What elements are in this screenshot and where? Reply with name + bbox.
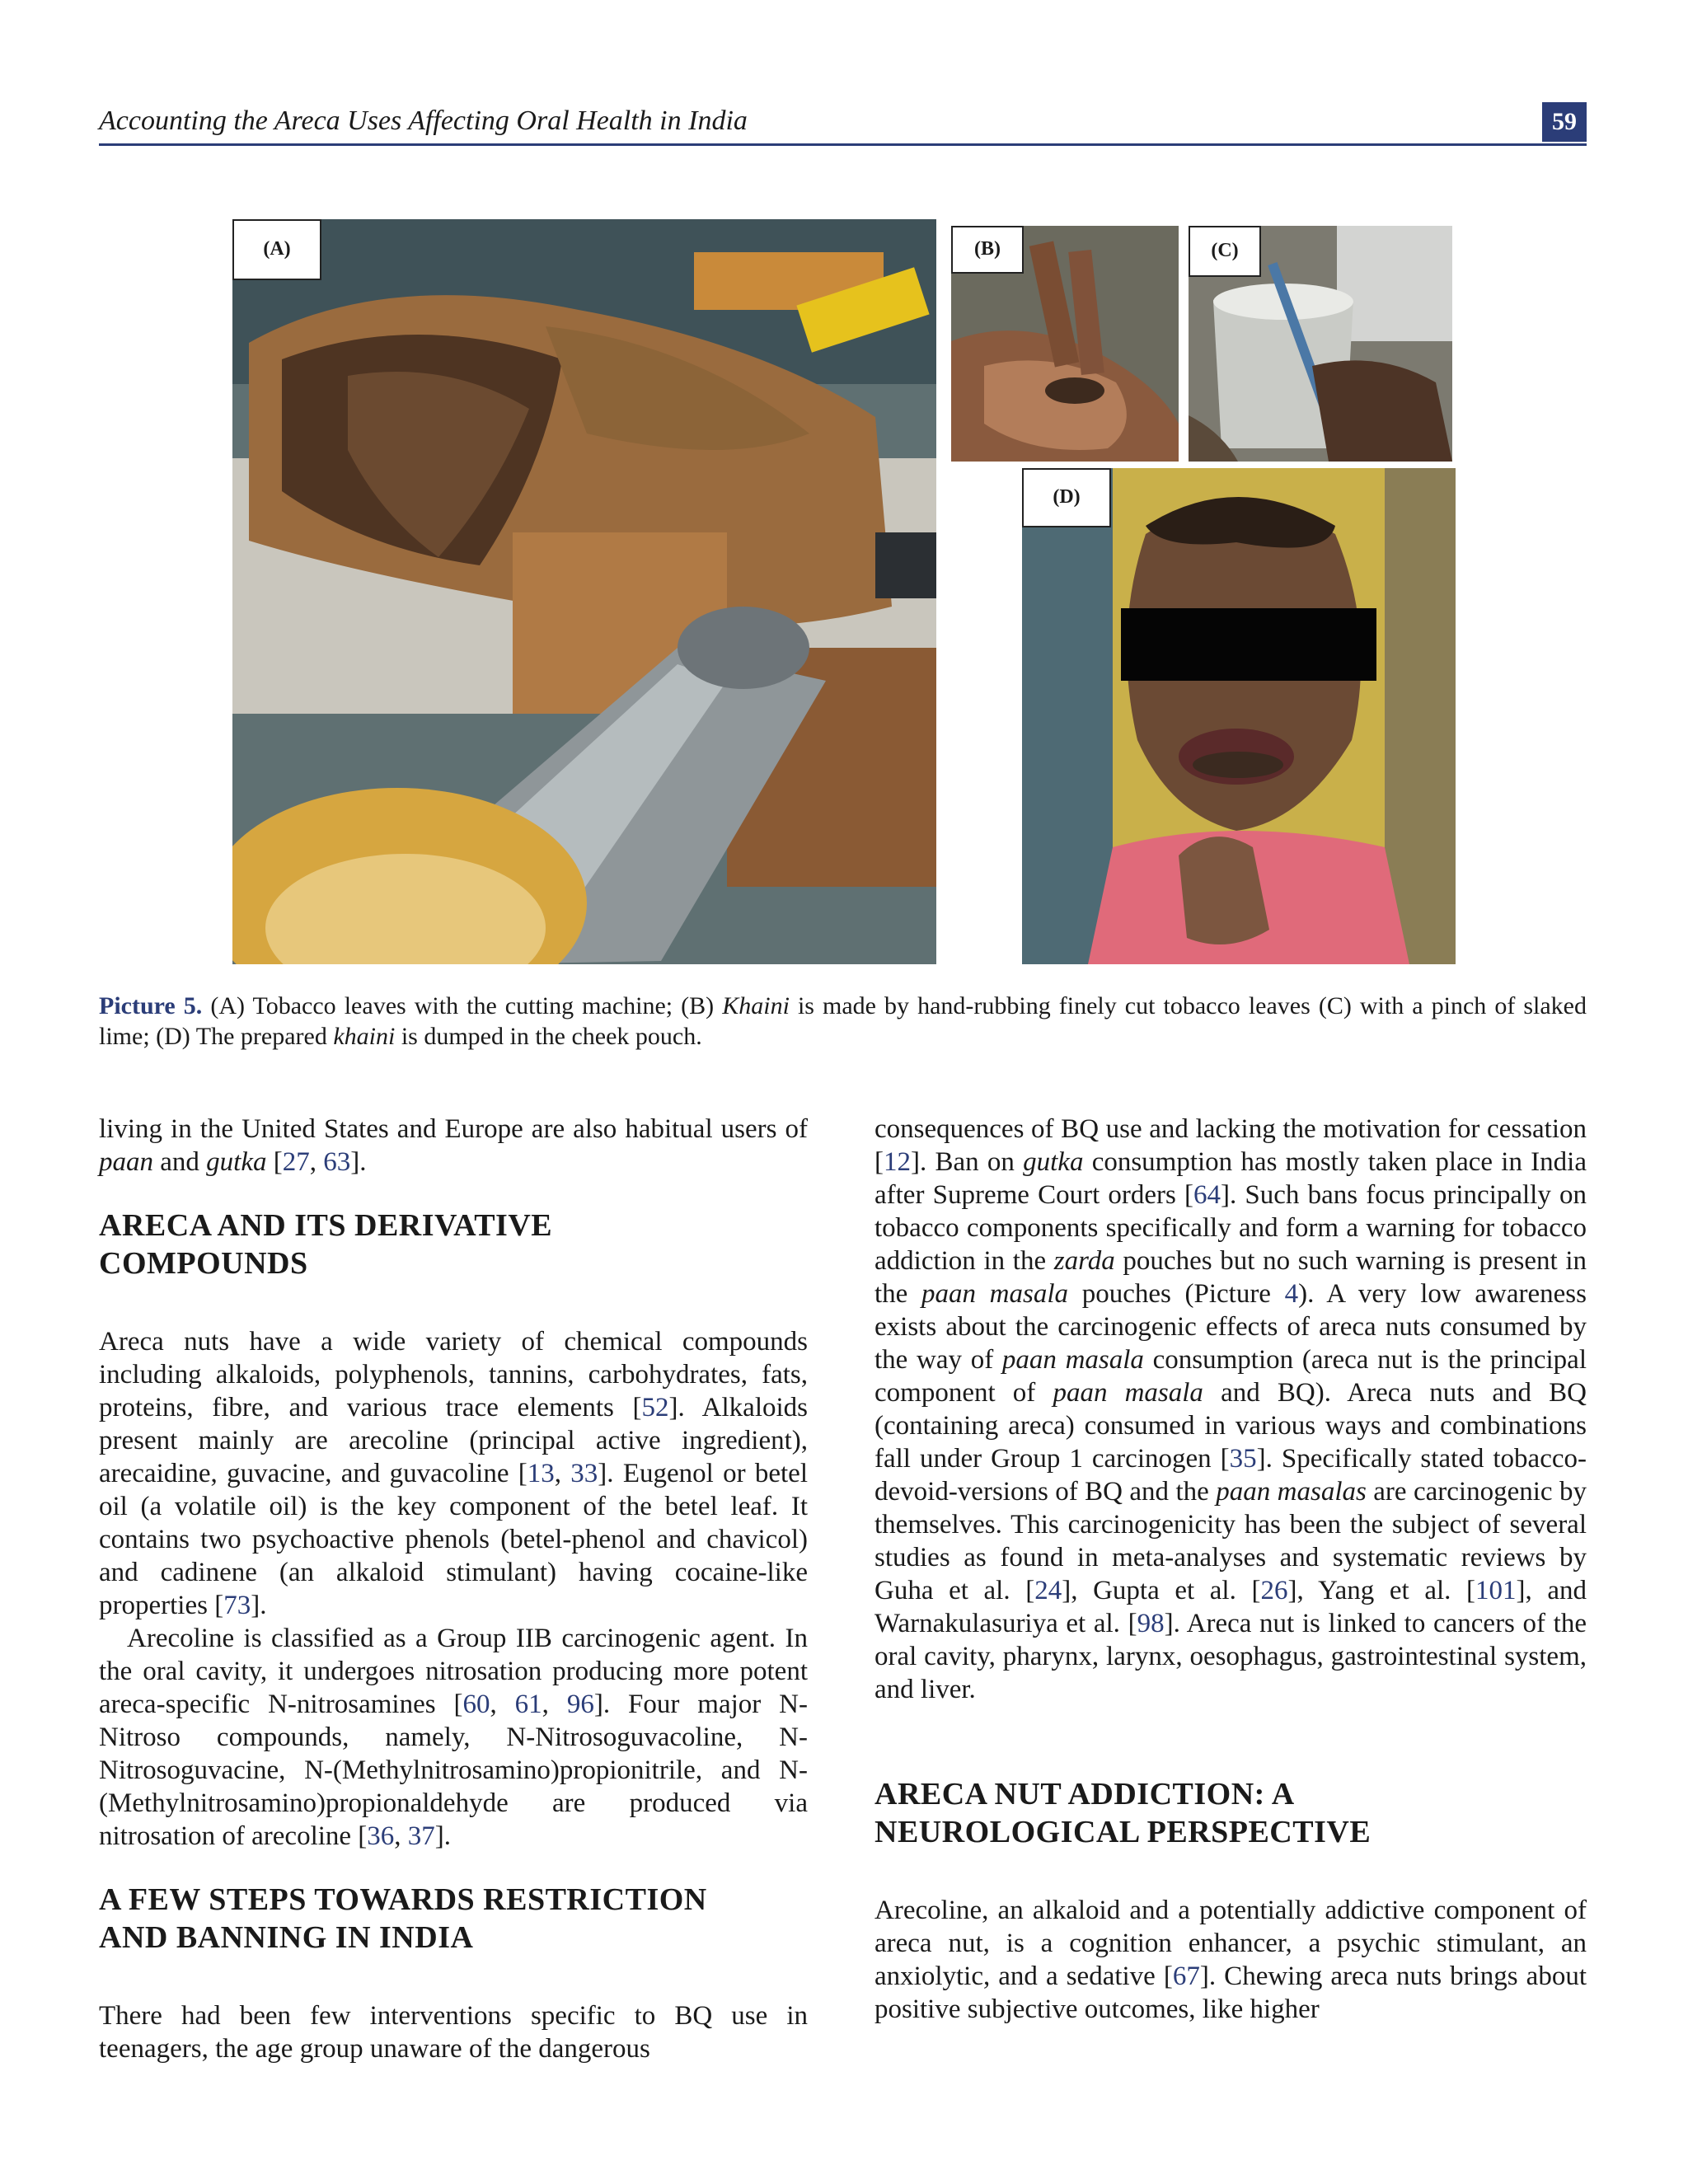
citation-link[interactable]: 73 (223, 1591, 251, 1620)
caption-italic: Khaini (722, 992, 790, 1019)
photo-d-cheek-pouch (1022, 468, 1456, 964)
panel-label-c: (C) (1189, 226, 1261, 277)
paragraph: Arecoline is classified as a Group IIB carcinogenic agent. In the oral cavity, it undergoes nitrosation producing more potent areca-specific N-nitrosamines [60, 61, 96]. Four major N-Nitroso compounds, namely, N-Nitrosoguvacoline, N-Nitrosoguvacine, N-(Methylnitrosamino)propionitrile, and N-(Methylnitrosamino)propionaldehyde are produced via nitrosation of arecoline [36, 37]. (99, 1624, 809, 1851)
citation-link[interactable]: 52 (641, 1393, 669, 1422)
citation-link[interactable]: 60 (462, 1690, 490, 1719)
section-heading: ARECA NUT ADDICTION: A NEUROLOGICAL PERSPECTIVE (874, 1777, 1372, 1849)
citation-link[interactable]: 24 (1034, 1576, 1062, 1605)
page-number: 59 (1542, 102, 1587, 142)
panel-label-d: (D) (1022, 468, 1111, 527)
citation-link[interactable]: 4 (1284, 1279, 1299, 1309)
caption-text: is made by hand-rubbing finely cut tobacco leaves (C) with a pinch of slaked lime; (D) The prepared (99, 992, 1587, 1050)
photo-c-slaked-lime (1189, 226, 1452, 462)
citation-link[interactable]: 13 (527, 1459, 555, 1488)
citation-link[interactable]: 64 (1193, 1180, 1221, 1210)
paragraph: Arecoline, an alkaloid and a potentially addictive component of areca nut, is a cognition enhancer, a psychic stimulant, an anxiolytic, and a sedative [67]. Chewing areca nuts brings about positive subjective outcomes, like higher (874, 1896, 1587, 2024)
photo-b-hand-rubbing (951, 226, 1179, 462)
panel-label-a: (A) (232, 219, 321, 280)
citation-link[interactable]: 35 (1229, 1444, 1257, 1474)
paragraph: There had been few interventions specific to BQ use in teenagers, the age group unaware of the dangerous (99, 2001, 808, 2064)
citation-link[interactable]: 37 (407, 1821, 435, 1851)
section-heading: A FEW STEPS TOWARDS RESTRICTION AND BANNING IN INDIA (99, 1882, 707, 1955)
caption-text: is dumped in the cheek pouch. (395, 1023, 702, 1050)
citation-link[interactable]: 67 (1172, 1961, 1200, 1991)
paragraph: consequences of BQ use and lacking the motivation for cessation [12]. Ban on gutka consumption has mostly taken place in India after Supreme Court orders [64]. Such bans focus principally on tobacco components specifically and form a warning for tobacco addiction in the zarda pouches but no such warning is present in the paan masala pouches (Picture 4). A very low awareness exists about the carcinogenic effects of areca nuts consumed by the way of paan masala consumption (areca nut is the principal component of paan masala and BQ). Areca nuts and BQ (containing areca) consumed in various ways and combinations fall under Group 1 carcinogen [35]. Specifically stated tobacco-devoid-versions of BQ and the paan masalas are carcinogenic by themselves. This carcinogenicity has been the subject of several studies as found in meta-analyses and systematic reviews by Guha et al. [24], Gupta et al. [26], Yang et al. [101], and Warnakulasuriya et al. [98]. Areca nut is linked to cancers of the oral cavity, pharynx, larynx, oesophagus, gastrointestinal system, and liver. (874, 1114, 1587, 1704)
citation-link[interactable]: 98 (1137, 1609, 1165, 1638)
citation-link[interactable]: 61 (514, 1690, 542, 1719)
running-header (99, 105, 1587, 146)
photo-a-tobacco-cutting (232, 219, 936, 964)
citation-link[interactable]: 36 (367, 1821, 395, 1851)
paragraph: living in the United States and Europe are also habitual users of paan and gutka [27, 63]. (99, 1114, 808, 1177)
citation-link[interactable]: 33 (570, 1459, 598, 1488)
citation-link[interactable]: 101 (1475, 1576, 1517, 1605)
section-heading: ARECA AND ITS DERIVATIVE COMPOUNDS (99, 1208, 553, 1281)
right-column (874, 1113, 1587, 2026)
left-column (99, 1113, 808, 2065)
caption-label: Picture 5. (99, 992, 203, 1019)
citation-link[interactable]: 12 (884, 1147, 911, 1177)
paragraph: Areca nuts have a wide variety of chemical compounds including alkaloids, polyphenols, tannins, carbohydrates, fats, proteins, fibre, and various trace elements [52]. Alkaloids present mainly are arecoline (principal active ingredient), arecaidine, guvacine, and guvacoline [13, 33]. Eugenol or betel oil (a volatile oil) is the key component of the betel leaf. It contains two psychoactive phenols (betel-phenol and chavicol) and cadinene (an alkaloid stimulant) having cocaine-like properties [73]. (99, 1327, 809, 1620)
panel-label-b: (B) (951, 226, 1024, 274)
figure-caption (99, 991, 1587, 1052)
citation-link[interactable]: 63 (323, 1147, 351, 1177)
running-title: Accounting the Areca Uses Affecting Oral Health in India (99, 105, 748, 136)
caption-text: (A) Tobacco leaves with the cutting machine; (B) (202, 992, 723, 1019)
caption-italic: khaini (333, 1023, 396, 1050)
citation-link[interactable]: 26 (1260, 1576, 1288, 1605)
citation-link[interactable]: 96 (566, 1690, 594, 1719)
citation-link[interactable]: 27 (282, 1147, 310, 1177)
